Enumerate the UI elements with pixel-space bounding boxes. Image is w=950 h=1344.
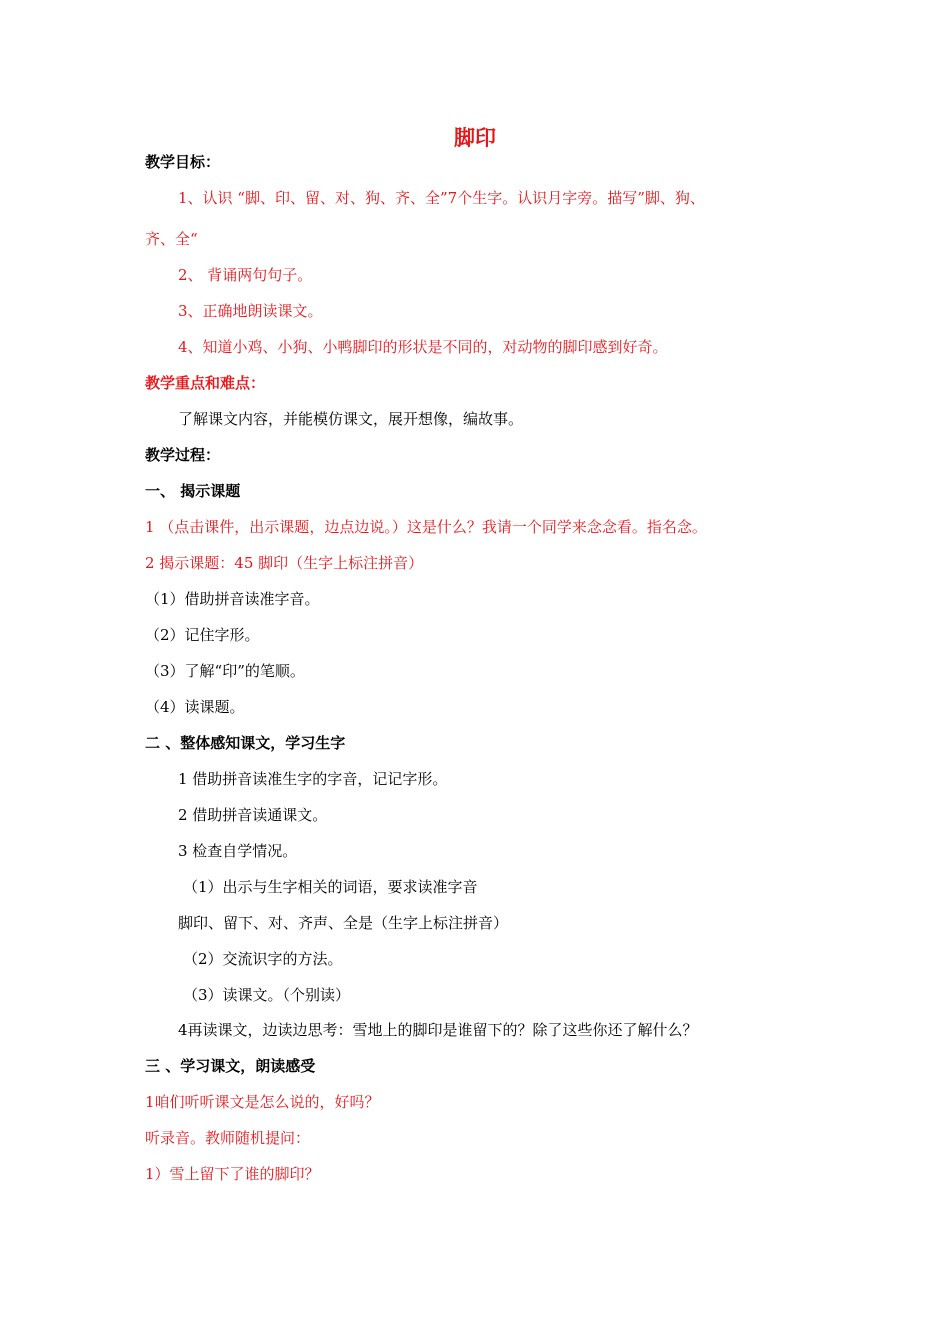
section-2-sub-3: （3）读课文。（个别读） [183, 986, 351, 1004]
section-3-step-1: 1咱们听听课文是怎么说的，好吗？ [145, 1093, 380, 1111]
section-2-sub-2: （2）交流识字的方法。 [183, 950, 343, 968]
section-3-note: 听录音。教师随机提问： [145, 1129, 311, 1147]
section-3-question-1: 1）雪上留下了谁的脚印？ [145, 1165, 320, 1183]
objective-2: 2、 背诵两句句子。 [178, 266, 313, 284]
heading-objectives: 教学目标： [145, 153, 221, 171]
section-1-sub-4: （4）读课题。 [145, 698, 245, 716]
section-2-heading: 二 、整体感知课文，学习生字 [145, 734, 346, 752]
section-2-step-1: 1 借助拼音读准生字的字音，记记字形。 [178, 770, 448, 788]
objective-1-continued: 齐、全“ [145, 230, 198, 248]
section-1-step-2: 2 揭示课题：45 脚印（生字上标注拼音） [145, 554, 424, 572]
section-3-heading: 三 、学习课文，朗读感受 [145, 1057, 316, 1075]
section-1-step-1: 1 （点击课件，出示课题，边点边说。）这是什么？我请一个同学来念念看。指名念。 [145, 518, 707, 536]
section-2-step-4: 4再读课文，边读边思考：雪地上的脚印是谁留下的？除了这些你还了解什么？ [178, 1021, 698, 1039]
section-2-step-2: 2 借助拼音读通课文。 [178, 806, 328, 824]
section-1-sub-1: （1）借助拼音读准字音。 [145, 590, 320, 608]
section-1-sub-2: （2）记住字形。 [145, 626, 260, 644]
section-2-step-3: 3 检查自学情况。 [178, 842, 298, 860]
key-points-text: 了解课文内容，并能模仿课文，展开想像，编故事。 [178, 410, 524, 428]
section-1-sub-3: （3）了解“印”的笔顺。 [145, 662, 305, 680]
heading-process: 教学过程： [145, 446, 221, 464]
objective-1: 1、认识 “脚、印、留、对、狗、齐、全”7个生字。认识月字旁。描写”脚、狗、 [178, 189, 705, 207]
heading-key-points: 教学重点和难点： [145, 374, 266, 392]
section-1-heading: 一、 揭示课题 [145, 482, 241, 500]
objective-3: 3、正确地朗读课文。 [178, 302, 323, 320]
section-2-words: 脚印、留下、对、齐声、全是（生字上标注拼音） [178, 914, 509, 932]
section-2-sub-1: （1）出示与生字相关的词语，要求读准字音 [183, 878, 478, 896]
document-title: 脚印 [454, 125, 496, 150]
objective-4: 4、知道小鸡、小狗、小鸭脚印的形状是不同的，对动物的脚印感到好奇。 [178, 338, 668, 356]
